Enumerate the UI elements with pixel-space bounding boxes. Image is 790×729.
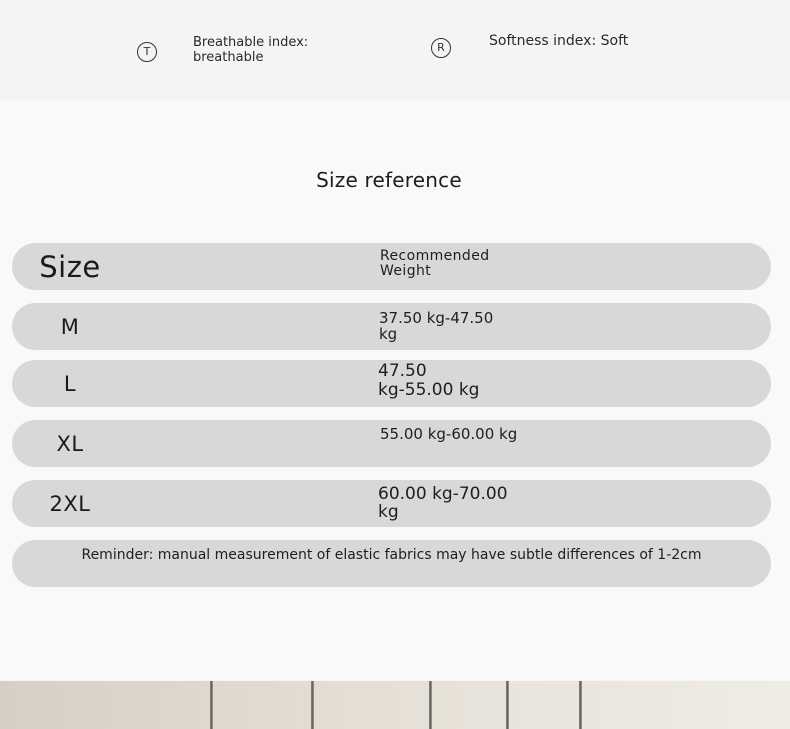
weight-line1: 47.50 bbox=[378, 361, 427, 381]
size-cell: 2XL bbox=[49, 491, 91, 516]
weight-line1: 55.00 kg-60.00 kg bbox=[380, 425, 518, 443]
size-cell: M bbox=[60, 314, 80, 339]
hanger-rod bbox=[506, 681, 509, 729]
softness-index-label: Softness index: bbox=[489, 33, 597, 49]
weight-cell bbox=[378, 362, 528, 400]
breathable-icon: T bbox=[137, 42, 157, 62]
table-row bbox=[12, 420, 771, 467]
section-title: Size reference bbox=[316, 168, 462, 192]
product-photo-strip bbox=[0, 681, 790, 729]
reminder-text: Reminder: manual measurement of elastic fabrics may have subtle differences of 1-2cm bbox=[81, 547, 702, 563]
table-row bbox=[12, 360, 771, 407]
size-column-header: Size bbox=[39, 249, 101, 284]
size-table-header bbox=[12, 243, 771, 290]
weight-header-line1: Recommended bbox=[380, 248, 490, 264]
size-reference-section bbox=[0, 100, 790, 680]
weight-line2: kg bbox=[379, 325, 398, 343]
weight-column-header bbox=[380, 249, 520, 279]
breathable-index bbox=[193, 35, 343, 65]
size-cell: XL bbox=[56, 431, 84, 456]
hanger-rod bbox=[210, 681, 213, 729]
weight-line2: kg bbox=[378, 502, 399, 522]
reminder-row bbox=[12, 540, 771, 587]
softness-index bbox=[489, 34, 689, 49]
weight-cell bbox=[378, 485, 538, 521]
table-row bbox=[12, 480, 771, 527]
weight-cell bbox=[380, 426, 580, 443]
weight-line1: 60.00 kg-70.00 bbox=[378, 484, 508, 504]
softness-index-value: Soft bbox=[600, 33, 629, 49]
softness-icon: R bbox=[431, 38, 451, 58]
weight-line1: 37.50 kg-47.50 bbox=[379, 309, 494, 327]
breathable-index-label: Breathable index: bbox=[193, 35, 309, 50]
weight-header-line2: Weight bbox=[380, 263, 432, 279]
table-row bbox=[12, 303, 771, 350]
size-cell: L bbox=[63, 371, 77, 396]
breathable-index-value: breathable bbox=[193, 50, 264, 65]
hanger-rod bbox=[429, 681, 432, 729]
weight-cell bbox=[379, 310, 519, 342]
hanger-rod bbox=[579, 681, 582, 729]
hanger-rod bbox=[311, 681, 314, 729]
weight-line2: kg-55.00 kg bbox=[378, 380, 480, 400]
fabric-index-row bbox=[0, 0, 790, 100]
